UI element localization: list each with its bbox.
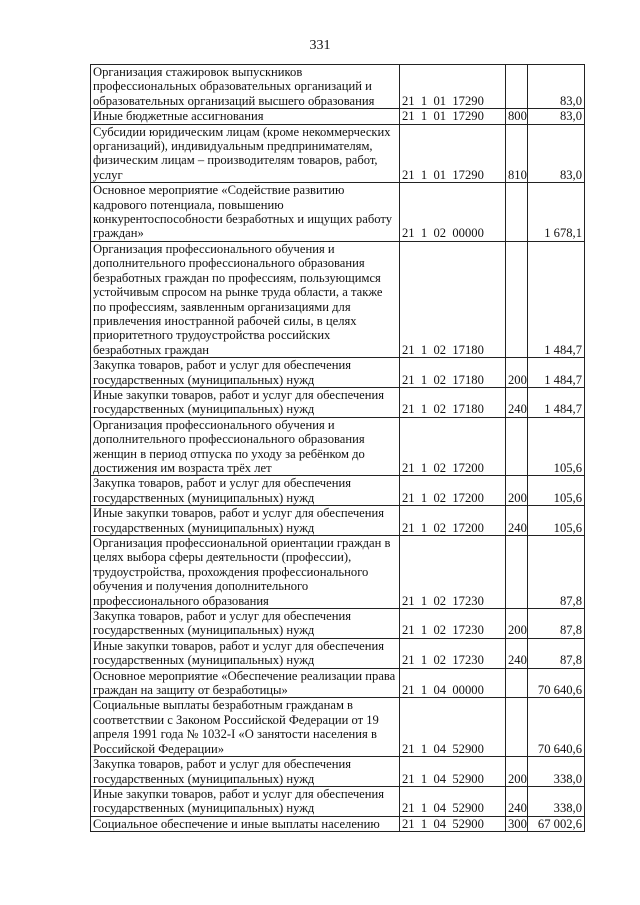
expense-type: 800 <box>506 109 528 124</box>
expense-type <box>506 668 528 698</box>
amount: 338,0 <box>528 786 585 816</box>
item-name-cell <box>91 506 400 536</box>
item-name-cell <box>91 241 400 357</box>
amount: 105,6 <box>528 476 585 506</box>
item-name: Социальное обеспечение и иные выплаты населению <box>93 816 380 831</box>
target-code: 21 1 02 17180 <box>400 241 506 357</box>
table-row <box>91 786 585 816</box>
item-name: Организация стажировок выпускников профессиональных образовательных организаций и образовательных организаций высшего образования <box>93 65 375 108</box>
target-code: 21 1 02 17200 <box>400 476 506 506</box>
expense-type <box>506 183 528 242</box>
expense-type: 200 <box>506 476 528 506</box>
amount: 1 484,7 <box>528 358 585 388</box>
item-name: Иные закупки товаров, работ и услуг для обеспечения государственных (муниципальных) нужд <box>93 638 385 668</box>
expense-type <box>506 65 528 109</box>
expense-type: 240 <box>506 506 528 536</box>
item-name: Закупка товаров, работ и услуг для обеспечения государственных (муниципальных) нужд <box>93 358 352 387</box>
amount: 67 002,6 <box>528 816 585 831</box>
amount: 83,0 <box>528 124 585 183</box>
item-name-cell <box>91 757 400 787</box>
item-name-cell <box>91 536 400 609</box>
item-name: Основное мероприятие «Содействие развитию кадрового потенциала, повышению конкурентоспособности безработных и ищущих работу граждан» <box>93 183 392 241</box>
item-name: Иные закупки товаров, работ и услуг для обеспечения государственных (муниципальных) нужд <box>93 387 385 417</box>
expense-type: 200 <box>506 609 528 639</box>
target-code: 21 1 01 17290 <box>400 65 506 109</box>
table-row <box>91 183 585 242</box>
target-code: 21 1 02 17180 <box>400 387 506 417</box>
item-name-cell <box>91 698 400 757</box>
table-row <box>91 387 585 417</box>
amount: 105,6 <box>528 417 585 476</box>
expense-type: 240 <box>506 638 528 668</box>
amount: 83,0 <box>528 65 585 109</box>
item-name-cell <box>91 183 400 242</box>
item-name-cell <box>91 417 400 476</box>
item-name: Иные закупки товаров, работ и услуг для обеспечения государственных (муниципальных) нужд <box>93 506 385 535</box>
amount: 87,8 <box>528 609 585 639</box>
item-name-cell <box>91 816 400 831</box>
item-name-cell <box>91 387 400 417</box>
item-name: Субсидии юридическим лицам (кроме некоммерческих организаций), индивидуальным предпринимателям, физическим лицам – производителям товаров, работ, услуг <box>93 124 391 182</box>
expense-type: 200 <box>506 358 528 388</box>
item-name: Социальные выплаты безработным гражданам в соответствии с Законом Российской Федерации от 19 апреля 1991 года № 1032-I «О занятости населения в Российской Федерации» <box>93 698 379 756</box>
item-name: Основное мероприятие «Обеспечение реализации права граждан на защиту от безработицы» <box>93 668 396 698</box>
target-code: 21 1 04 00000 <box>400 668 506 698</box>
amount: 1 484,7 <box>528 241 585 357</box>
target-code: 21 1 04 52900 <box>400 786 506 816</box>
target-code: 21 1 01 17290 <box>400 109 506 124</box>
item-name: Организация профессиональной ориентации граждан в целях выбора сферы деятельности (профессии), трудоустройства, прохождения профессионального обучения и получения дополнительного профессионального образования <box>93 536 391 608</box>
item-name: Иные закупки товаров, работ и услуг для обеспечения государственных (муниципальных) нужд <box>93 786 385 816</box>
item-name-cell <box>91 358 400 388</box>
target-code: 21 1 04 52900 <box>400 816 506 831</box>
target-code: 21 1 02 17230 <box>400 609 506 639</box>
item-name: Закупка товаров, работ и услуг для обеспечения государственных (муниципальных) нужд <box>93 476 352 505</box>
table-row <box>91 241 585 357</box>
expense-type: 240 <box>506 387 528 417</box>
expense-type <box>506 698 528 757</box>
item-name: Организация профессионального обучения и дополнительного профессионального образования женщин в период отпуска по уходу за ребёнком до достижения им возраста трёх лет <box>93 417 365 475</box>
target-code: 21 1 02 17180 <box>400 358 506 388</box>
table-row <box>91 757 585 787</box>
item-name-cell <box>91 65 400 109</box>
table-row <box>91 358 585 388</box>
amount: 70 640,6 <box>528 698 585 757</box>
target-code: 21 1 02 17200 <box>400 506 506 536</box>
amount: 1 678,1 <box>528 183 585 242</box>
item-name-cell <box>91 668 400 698</box>
item-name-cell <box>91 638 400 668</box>
expense-type: 200 <box>506 757 528 787</box>
expense-type: 240 <box>506 786 528 816</box>
table-row <box>91 816 585 831</box>
amount: 70 640,6 <box>528 668 585 698</box>
item-name-cell <box>91 124 400 183</box>
budget-table <box>90 64 585 832</box>
target-code: 21 1 02 17230 <box>400 536 506 609</box>
table-row <box>91 65 585 109</box>
table-row <box>91 124 585 183</box>
table-row <box>91 417 585 476</box>
expense-type: 300 <box>506 816 528 831</box>
table-row <box>91 109 585 124</box>
target-code: 21 1 04 52900 <box>400 698 506 757</box>
item-name: Иные бюджетные ассигнования <box>93 109 264 124</box>
table-row <box>91 536 585 609</box>
target-code: 21 1 04 52900 <box>400 757 506 787</box>
item-name-cell <box>91 109 400 124</box>
table-row <box>91 638 585 668</box>
target-code: 21 1 02 17200 <box>400 417 506 476</box>
item-name-cell <box>91 609 400 639</box>
item-name: Организация профессионального обучения и дополнительного профессионального образования безработных граждан по профессиям, пользующимся устойчивым спросом на рынке труда области, а также по профессиям, заявленным организациями для привлечения иностранной рабочей силы, в целях приоритетного трудоустройства российских безработных граждан <box>93 241 383 357</box>
target-code: 21 1 02 00000 <box>400 183 506 242</box>
table-row <box>91 609 585 639</box>
table-row <box>91 698 585 757</box>
amount: 83,0 <box>528 109 585 124</box>
amount: 87,8 <box>528 536 585 609</box>
item-name: Закупка товаров, работ и услуг для обеспечения государственных (муниципальных) нужд <box>93 757 352 786</box>
page-number: 331 <box>309 38 331 53</box>
item-name-cell <box>91 476 400 506</box>
expense-type <box>506 536 528 609</box>
item-name: Закупка товаров, работ и услуг для обеспечения государственных (муниципальных) нужд <box>93 609 352 638</box>
target-code: 21 1 02 17230 <box>400 638 506 668</box>
expense-type: 810 <box>506 124 528 183</box>
amount: 105,6 <box>528 506 585 536</box>
amount: 1 484,7 <box>528 387 585 417</box>
table-row <box>91 476 585 506</box>
expense-type <box>506 417 528 476</box>
table-row <box>91 506 585 536</box>
amount: 338,0 <box>528 757 585 787</box>
target-code: 21 1 01 17290 <box>400 124 506 183</box>
amount: 87,8 <box>528 638 585 668</box>
expense-type <box>506 241 528 357</box>
table-row <box>91 668 585 698</box>
item-name-cell <box>91 786 400 816</box>
